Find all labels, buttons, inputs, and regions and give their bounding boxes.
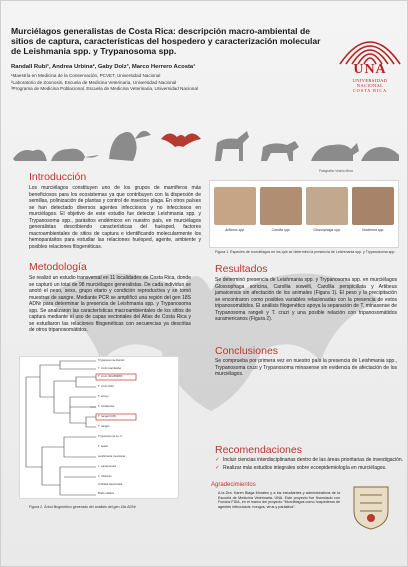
dog-silhouette-icon bbox=[261, 141, 299, 161]
una-logo bbox=[334, 24, 399, 94]
deer-silhouette-icon bbox=[215, 131, 249, 161]
photo-label-4: Uroderma spp. bbox=[361, 228, 385, 232]
affiliation-2: ²Laboratorio de Zoonosis, Escuela de Medicina Veterinaria, Universidad Nacional bbox=[11, 79, 177, 85]
tree-label-14: Crithidia fasciculata bbox=[98, 483, 123, 486]
tree-label-7: T. rangeli (CR) bbox=[98, 415, 117, 418]
recomendaciones-heading: Recomendaciones bbox=[215, 444, 302, 456]
logo-una: UNA bbox=[353, 62, 387, 77]
affiliation-1: ¹Maestría en Medicina de la Conservación, PCVET, Universidad Nacional bbox=[11, 73, 161, 78]
bat-photo-2 bbox=[260, 187, 302, 225]
tree-label-4: T. cruzi (CR) bbox=[98, 385, 114, 388]
authors: Randall Rubí¹, Andrea Urbina², Gaby Dolz³, Marco Herrero Acosta¹ bbox=[11, 64, 196, 70]
anteater-silhouette-icon bbox=[361, 147, 399, 161]
logo-nacional: NACIONAL bbox=[356, 83, 384, 89]
conclusiones-text: Se comprueba por primera vez en nuestro país la presencia de Leishmania spp., Trypanosoma cruzi y Trypanosoma minasense sin evidencia de afectación de los murciélagos. bbox=[215, 358, 397, 377]
list-item bbox=[215, 457, 405, 464]
resultados-heading: Resultados bbox=[215, 263, 268, 275]
agradecimientos-text: A la Dra. Karen Blaga Moraleo y a los estudiantes y administrativos de la Escuela de Medicina Veterinaria, UNA. Este proyecto fue financiado con Fondos FIDA, en el marco del proyecto "Murciélagos como hospederos de agentes infecciosos: hongos, virus y parásitos". bbox=[218, 491, 340, 509]
bat-photo-3 bbox=[306, 187, 348, 225]
tree-label-8: T. rangeli bbox=[98, 425, 110, 428]
bat-photo-1 bbox=[214, 187, 256, 225]
list-item bbox=[215, 465, 405, 472]
recommendations-list bbox=[215, 457, 405, 472]
tree-label-6: T. minasense bbox=[98, 405, 115, 408]
affiliations bbox=[11, 73, 311, 93]
figure-1-photos bbox=[209, 180, 399, 248]
monkey-silhouette-icon bbox=[109, 131, 151, 161]
tree-label-13: L. infantum bbox=[98, 475, 112, 478]
cat-silhouette-icon bbox=[311, 143, 359, 161]
animal-silhouettes bbox=[11, 119, 401, 171]
university-seal-icon bbox=[350, 483, 392, 531]
checkmark-icon: ✓ bbox=[215, 457, 220, 463]
poster-title: Murciélagos generalistas de Costa Rica: descripción macro-ambiental de sitios de captura, características del hospedero y caracterización molecular de Leishmania spp. y Trypanosoma spp. bbox=[11, 26, 321, 57]
resultados-text: Se determinó presencia de Leishmania spp. y Trypanosoma spp. en murciélagos Glossophaga soricina, Carollia sowelli, Carollia perspicillata y Artibeus jamaicensis sin afectación de los animales (Figura 1). El peso y la precipitación se encontraron como posibles variables relacionadas con la presencia de estos tripanosomátidos. El análisis filogenético apoya la separación de T. minasense de Trypanosoma rangeli y T. cruzi y una posible relación con tripanosomátidos suramericanos (Figura 2). bbox=[215, 277, 397, 322]
silhouette-caption: Fotografía: Vinicio Mora bbox=[319, 169, 353, 173]
recommendation-1: Incluir ciencias interdisciplinarias dentro de las áreas prioritarias de investigación. bbox=[223, 457, 404, 463]
metodologia-heading: Metodología bbox=[29, 261, 87, 273]
tree-branches bbox=[20, 357, 180, 500]
tree-label-5: T. erneyi bbox=[98, 395, 109, 398]
tree-label-3: T. cruzi (AF245380) bbox=[98, 375, 123, 378]
una-arches-icon bbox=[334, 24, 406, 66]
tree-label-9: Trypanosoma sp. 2 bbox=[98, 435, 122, 438]
conclusiones-heading: Conclusiones bbox=[215, 345, 279, 357]
tree-label-10: T. lewisi bbox=[98, 445, 108, 448]
bat-photo-4 bbox=[352, 187, 394, 225]
logo-universidad: UNIVERSIDAD bbox=[352, 78, 388, 83]
recommendation-2: Realizar más estudios integrales sobre ecoepidemiología en murciélagos. bbox=[223, 464, 387, 471]
checkmark-icon: ✓ bbox=[215, 464, 220, 471]
bat-silhouette-icon bbox=[161, 133, 201, 147]
logo-country: COSTA RICA bbox=[352, 88, 388, 94]
intro-text: Los murciélagos constituyen uno de los grupos de mamíferos más beneficiosos para los ecosistemas ya que contribuyen con la dispersión de semillas, polinización de plantas y control de insectos plaga. En otros países se han detectado diversos agentes infecciosos y no infecciosos en murciélagos. El objetivo de este estudio fue detectar Leishmania spp. y Trypanosoma spp., parásitos endémicos en nuestro país, en murciélagos generalistas describiendo características del huésped, factores macroambientales de sitios de captura e identificando molecularmente los hemoparásitos para estudiar las relaciones huésped, agente, ambiente y posibles relaciones filogenéticas. bbox=[29, 185, 201, 250]
rodent-silhouette-icon bbox=[13, 150, 47, 161]
tree-label-15: Bodo saltans bbox=[98, 492, 115, 495]
affiliation-3: ³Programa de Medicina Poblacional, Escuela de Medicina Veterinaria, Universidad Nacional bbox=[11, 86, 198, 92]
figure-1-caption: Figura 1. Especies de murciélagos en los que se determinó la presencia de Leishmania spp. y Trypanosoma spp. bbox=[215, 250, 396, 254]
tree-label-11: Leishmania mexicana bbox=[98, 455, 126, 458]
metodologia-text: Se realizó un estudio transversal en 11 localidades de Costa Rica, donde se capturó un total de 98 murciélagos generalistas. De cada individuo se anotó el peso, sexo, grupo etario y condición reproductiva y se tomó muestras de sangre. Mediante PCR se amplificó una región del gen 18S ADNr para determinar la presencia de Leishmania spp. y Trypanosoma spp. Se analizaron las características macroambientales de los sitios de captura mediante el uso de capas vectoriales del Atlas de Costa Rica y se estudiaron las relaciones filogenéticas con secuencias ya descritas de otros tripanosomátidos. bbox=[29, 275, 191, 333]
phylogenetic-tree bbox=[19, 356, 179, 499]
photo-label-3: Glossophaga spp. bbox=[313, 228, 341, 232]
photo-label-2: Carollia spp. bbox=[271, 228, 291, 232]
opossum-silhouette-icon bbox=[51, 149, 99, 161]
agradecimientos-heading: Agradecimientos bbox=[211, 482, 256, 488]
photo-label-1: Artibeus spp. bbox=[225, 228, 245, 232]
tree-label-12: L. panamensis bbox=[98, 465, 117, 468]
tree-label-2: T. cruzi marinkellei bbox=[98, 367, 122, 370]
tree-label-1: Trypanosoma dionisii bbox=[98, 359, 125, 362]
intro-heading: Introducción bbox=[29, 171, 87, 183]
figure-2-caption: Figura 2. Árbol filogenético generado del análisis del gen 18s ADNr bbox=[29, 505, 136, 509]
